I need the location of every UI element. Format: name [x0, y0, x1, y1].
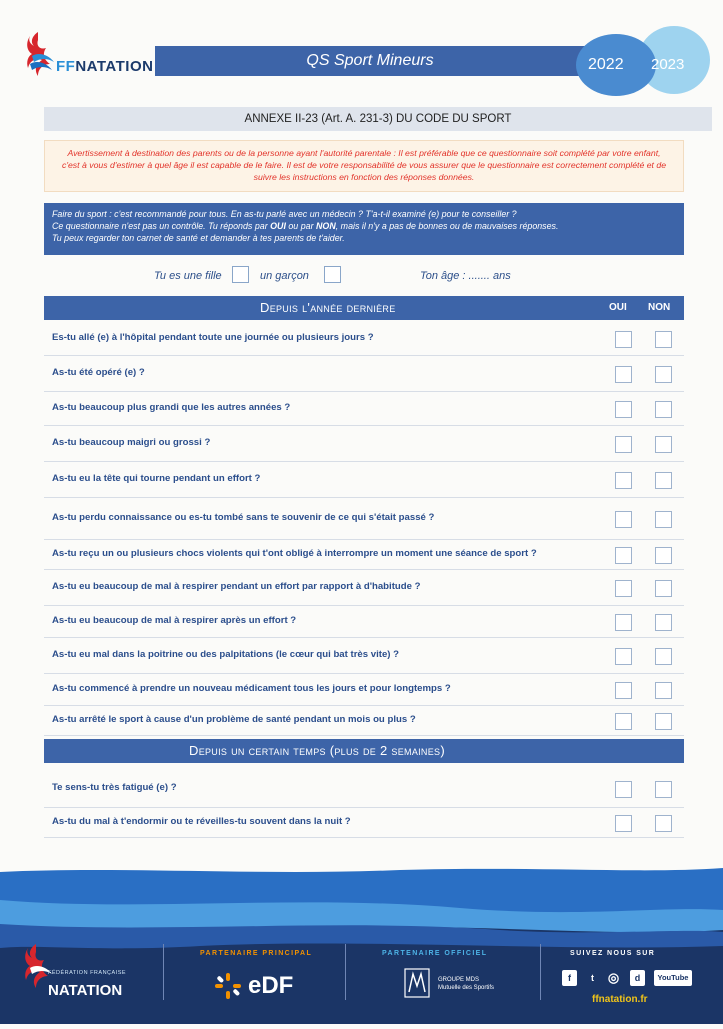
- question-text: As-tu perdu connaissance ou es-tu tombé sans te souvenir de ce qui s'était passé ?: [52, 512, 435, 523]
- question-row: [44, 392, 684, 426]
- answer-no-checkbox[interactable]: [655, 682, 672, 699]
- answer-yes-checkbox[interactable]: [615, 366, 632, 383]
- answer-no-checkbox[interactable]: [655, 614, 672, 631]
- section-last-year-title: Depuis l'année dernière: [260, 300, 396, 315]
- footer-natation-wordmark: NATATION: [48, 982, 123, 999]
- answer-yes-checkbox[interactable]: [615, 648, 632, 665]
- year-end: 2023: [651, 56, 685, 73]
- footer-federation-label: FÉDÉRATION FRANÇAISE: [48, 970, 127, 976]
- question-row: [44, 356, 684, 392]
- intro-line-1: Faire du sport : c'est recommandé pour tous. En as-tu parlé avec un médecin ? T'a-t-il examiné (e) pour te conseiller ?: [52, 209, 517, 219]
- intro-line-2: Ce questionnaire n'est pas un contrôle. Tu réponds par OUI ou par NON, mais il n'y a pas de bonnes ou de mauvaises réponses.: [52, 221, 559, 231]
- answer-no-checkbox[interactable]: [655, 648, 672, 665]
- ffn-logo: [24, 28, 154, 80]
- question-text: Te sens-tu très fatigué (e) ?: [52, 782, 177, 793]
- age-field[interactable]: Ton âge : ....... ans: [420, 270, 511, 282]
- official-partner-label: PARTENAIRE OFFICIEL: [382, 950, 488, 957]
- question-row: [44, 770, 684, 808]
- footer-divider: [540, 944, 541, 1000]
- answer-no-checkbox[interactable]: [655, 511, 672, 528]
- question-text: As-tu du mal à t'endormir ou te réveilles-tu souvent dans la nuit ?: [52, 816, 351, 827]
- answer-yes-checkbox[interactable]: [615, 682, 632, 699]
- document-title: QS Sport Mineurs: [306, 52, 434, 69]
- answer-no-checkbox[interactable]: [655, 401, 672, 418]
- question-text: As-tu beaucoup maigri ou grossi ?: [52, 437, 211, 448]
- instagram-icon[interactable]: ◎: [607, 970, 620, 985]
- answer-yes-checkbox[interactable]: [615, 511, 632, 528]
- dailymotion-icon[interactable]: d: [630, 970, 645, 986]
- answer-yes-checkbox[interactable]: [615, 331, 632, 348]
- answer-no-checkbox[interactable]: [655, 472, 672, 489]
- section-recent-title: Depuis un certain temps (plus de 2 semaines): [189, 743, 445, 758]
- question-row: [44, 540, 684, 570]
- answer-no-checkbox[interactable]: [655, 436, 672, 453]
- question-row: [44, 808, 684, 838]
- parent-warning: Avertissement à destination des parents ou de la personne ayant l'autorité parentale : Il est préférable que ce questionnaire soit complété par votre enfant, c'est à vous d'estimer à quel âge il est capable de le faire. Il est de votre responsabilité de vous assurer que le questionnaire est correctement complété et de suivre les instructions en fonction des réponses données.: [44, 140, 684, 192]
- footer-divider: [345, 944, 346, 1000]
- main-partner-label: PARTENAIRE PRINCIPAL: [200, 950, 313, 957]
- answer-no-checkbox[interactable]: [655, 580, 672, 597]
- answer-yes-checkbox[interactable]: [615, 614, 632, 631]
- question-text: As-tu eu beaucoup de mal à respirer après un effort ?: [52, 615, 297, 626]
- question-row: [44, 606, 684, 638]
- column-yes: OUI: [609, 302, 627, 313]
- question-row: [44, 462, 684, 498]
- mds-logo-icon: [404, 968, 430, 998]
- question-text: As-tu arrêté le sport à cause d'un problème de santé pendant un mois ou plus ?: [52, 714, 416, 725]
- question-row: [44, 426, 684, 462]
- answer-yes-checkbox[interactable]: [615, 781, 632, 798]
- page-header: [0, 0, 723, 100]
- youtube-icon[interactable]: YouTube: [654, 970, 692, 986]
- answer-yes-checkbox[interactable]: [615, 815, 632, 832]
- boy-checkbox[interactable]: [324, 266, 341, 283]
- annexe-reference: ANNEXE II-23 (Art. A. 231-3) DU CODE DU SPORT: [44, 107, 712, 131]
- question-text: As-tu commencé à prendre un nouveau médicament tous les jours et pour longtemps ?: [52, 683, 451, 694]
- identity-row: [150, 266, 570, 286]
- answer-yes-checkbox[interactable]: [615, 547, 632, 564]
- answer-no-checkbox[interactable]: [655, 366, 672, 383]
- question-row: [44, 674, 684, 706]
- answer-yes-checkbox[interactable]: [615, 401, 632, 418]
- question-text: As-tu eu mal dans la poitrine ou des palpitations (le cœur qui bat très vite) ?: [52, 649, 400, 660]
- answer-no-checkbox[interactable]: [655, 331, 672, 348]
- section-recent-header: [44, 739, 684, 763]
- question-row: [44, 322, 684, 356]
- logo-wordmark: FFNATATION: [56, 58, 154, 75]
- answer-no-checkbox[interactable]: [655, 781, 672, 798]
- question-text: As-tu reçu un ou plusieurs chocs violents qui t'ont obligé à interrompre un moment une séance de sport ?: [52, 548, 537, 559]
- answer-yes-checkbox[interactable]: [615, 436, 632, 453]
- flame-logo-icon: [24, 30, 58, 78]
- column-no: NON: [648, 302, 671, 313]
- answer-yes-checkbox[interactable]: [615, 580, 632, 597]
- question-text: As-tu beaucoup plus grandi que les autres années ?: [52, 402, 291, 413]
- question-text: Es-tu allé (e) à l'hôpital pendant toute une journée ou plusieurs jours ?: [52, 332, 374, 343]
- question-row: [44, 706, 684, 736]
- answer-yes-checkbox[interactable]: [615, 713, 632, 730]
- question-row: [44, 498, 684, 540]
- answer-yes-checkbox[interactable]: [615, 472, 632, 489]
- edf-logo-text: eDF: [248, 972, 294, 999]
- intro-box: [44, 203, 684, 255]
- mds-logo-text: GROUPE MDS Mutuelle des Sportifs: [438, 977, 495, 991]
- intro-line-3: Tu peux regarder ton carnet de santé et demander à tes parents de t'aider.: [52, 233, 345, 243]
- follow-us-label: SUIVEZ NOUS SUR: [570, 950, 656, 957]
- twitter-icon[interactable]: t: [591, 973, 594, 983]
- website-link[interactable]: ffnatation.fr: [592, 994, 648, 1005]
- facebook-icon[interactable]: f: [562, 970, 577, 986]
- question-row: [44, 638, 684, 674]
- question-text: As-tu eu beaucoup de mal à respirer pendant un effort par rapport à d'habitude ?: [52, 581, 421, 592]
- question-text: As-tu été opéré (e) ?: [52, 367, 145, 378]
- section-last-year-header: [44, 296, 684, 320]
- answer-no-checkbox[interactable]: [655, 547, 672, 564]
- question-text: As-tu eu la tête qui tourne pendant un effort ?: [52, 473, 261, 484]
- girl-checkbox[interactable]: [232, 266, 249, 283]
- boy-label: un garçon: [260, 270, 309, 282]
- girl-label: Tu es une fille: [154, 270, 222, 282]
- footer-divider: [163, 944, 164, 1000]
- edf-sun-icon: [214, 972, 242, 1000]
- answer-no-checkbox[interactable]: [655, 815, 672, 832]
- year-start: 2022: [588, 56, 624, 73]
- answer-no-checkbox[interactable]: [655, 713, 672, 730]
- question-row: [44, 570, 684, 606]
